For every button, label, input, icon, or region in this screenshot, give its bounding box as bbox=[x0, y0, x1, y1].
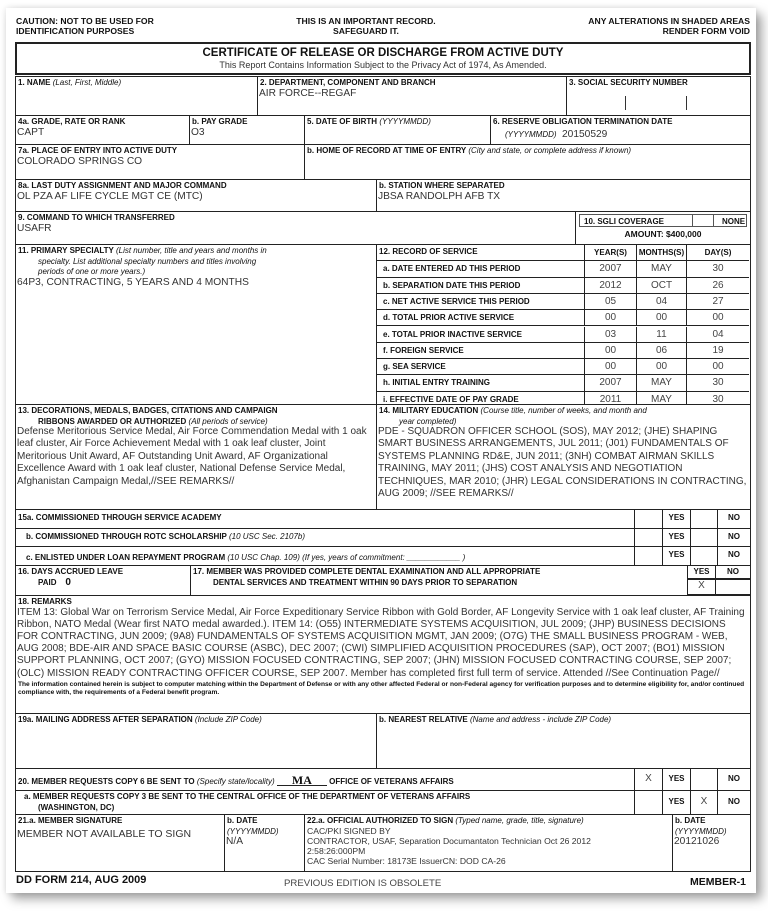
important-line-1: THIS IS AN IMPORTANT RECORD. bbox=[296, 16, 436, 26]
record-of-service-year-value[interactable]: 05 bbox=[585, 294, 637, 310]
member-date-label: b. DATE bbox=[227, 816, 258, 825]
field-5-dob[interactable] bbox=[304, 115, 491, 145]
record-of-service-month-value[interactable]: OCT bbox=[637, 278, 687, 294]
copy3-yes-checkbox[interactable] bbox=[634, 790, 663, 815]
department-value: AIR FORCE--REGAF bbox=[259, 87, 357, 99]
commission-yes-checkbox[interactable] bbox=[634, 528, 663, 547]
station-separated-value: JBSA RANDOLPH AFB TX bbox=[378, 190, 501, 202]
field-19a-mailing-address[interactable] bbox=[15, 713, 377, 769]
commission-yes-label: YES bbox=[662, 528, 691, 547]
sgli-header bbox=[579, 214, 747, 227]
sgli-amount: AMOUNT: $400,000 bbox=[624, 229, 702, 239]
caution-line-1: CAUTION: NOT TO BE USED FOR bbox=[16, 16, 154, 26]
official-signature-line-4: CAC Serial Number: 18173E IssuerCN: DOD CA-26 bbox=[307, 855, 506, 866]
decorations-value: Defense Meritorious Service Medal, Air Force Commendation Medal with 1 oak leaf cluster, Air Force Achievement Medal with 1 oak leaf cluster, Joint Meritorious Unit Award, AF Outstanding Unit Award, AF Organizational Excellence Award with 1 oak leaf cluster, National Defense Service Medal, Afghanistan Campaign Medal,//SEE REMARKS// bbox=[17, 426, 367, 487]
record-of-service-row-label: h. INITIAL ENTRY TRAINING bbox=[377, 375, 585, 391]
nearest-relative-hint: (Name and address - include ZIP Code) bbox=[469, 715, 612, 724]
record-of-service-month-value[interactable]: MAY bbox=[637, 375, 687, 391]
copy6-hint: (Specify state/locality) bbox=[196, 777, 275, 786]
record-of-service-month-value[interactable]: MAY bbox=[637, 261, 687, 277]
military-education-label: 14. MILITARY EDUCATION bbox=[379, 406, 479, 415]
decorations-hint: (All periods of service) bbox=[188, 416, 268, 426]
commission-yes-label: YES bbox=[662, 509, 691, 529]
dental-no-label: NO bbox=[727, 566, 739, 576]
caution-line-2: IDENTIFICATION PURPOSES bbox=[16, 26, 135, 36]
remarks-label: 18. REMARKS bbox=[18, 597, 72, 606]
primary-specialty-hint-2: specialty. List additional specialty numbers and titles involving bbox=[38, 256, 257, 266]
field-14-military-education[interactable] bbox=[376, 404, 751, 510]
copy6-no-label: NO bbox=[717, 768, 751, 791]
record-of-service-column-header: YEAR(S) bbox=[585, 245, 637, 261]
mailing-address-hint: (Include ZIP Code) bbox=[194, 715, 262, 724]
member-signature-label: 21.a. MEMBER SIGNATURE bbox=[18, 816, 123, 825]
copy6-suffix: OFFICE OF VETERANS AFFAIRS bbox=[329, 777, 454, 786]
edition-notice: PREVIOUS EDITION IS OBSOLETE bbox=[284, 878, 442, 889]
computer-matching-notice: The information contained herein is subject to computer matching within the Department of Defense or with any other affected Federal or non-Federal agency for verification purposes and to determine eligibility for, and/or continued compliance with, the requirements of a Federal benefit program. bbox=[18, 680, 745, 696]
commission-no-checkbox[interactable] bbox=[690, 509, 718, 529]
reserve-obligation-value: 20150529 bbox=[562, 128, 608, 140]
accrued-leave-paid-label: PAID bbox=[38, 577, 57, 587]
commission-yes-checkbox[interactable] bbox=[634, 546, 663, 566]
command-transferred-label: 9. COMMAND TO WHICH TRANSFERRED bbox=[18, 213, 175, 222]
commission-label-text: 15a. COMMISSIONED THROUGH SERVICE ACADEMY bbox=[18, 513, 222, 522]
copy6-no-checkbox[interactable] bbox=[690, 768, 718, 791]
field-20-copy-6-request bbox=[15, 768, 635, 791]
name-label: 1. NAME bbox=[18, 78, 51, 87]
field-18-remarks[interactable] bbox=[15, 595, 751, 714]
place-of-entry-value: COLORADO SPRINGS CO bbox=[17, 155, 143, 167]
field-12-record-of-service bbox=[376, 244, 751, 405]
commission-label-hint: (10 USC Sec. 2107b) bbox=[228, 532, 306, 541]
nearest-relative-label: b. NEAREST RELATIVE bbox=[379, 715, 468, 724]
copy6-label: 20. MEMBER REQUESTS COPY 6 BE SENT TO bbox=[18, 777, 195, 786]
military-education-value: PDE - SQUADRON OFFICER SCHOOL (SOS), MAY 2012; (JHE) SHAPING SMART BUSINESS ARRANGEMENTS, JUL 2011; (J01) FUNDAMENTALS OF SYSTEMS PLANNING RD&E, JUN 2011; (3NH) COMBAT AIRMAN SKILLS TRAINING, MAY 2011; (JHS) COST ANALYSIS AND NEGOTIATION TECHNIQUES, MAR 2010; (JHR) LEGAL CONSIDERATIONS IN CONTRACTING, AUG 2009; //SEE REMARKS// bbox=[378, 426, 747, 500]
sgli-none-label: NONE bbox=[722, 217, 746, 226]
mailing-address-label: 19a. MAILING ADDRESS AFTER SEPARATION bbox=[18, 715, 193, 724]
commission-row bbox=[15, 528, 635, 547]
record-of-service-month-value[interactable]: 06 bbox=[637, 343, 687, 359]
field-22a-official-signature[interactable] bbox=[304, 814, 673, 872]
commission-no-checkbox[interactable] bbox=[690, 528, 718, 547]
record-of-service-year-value[interactable]: 00 bbox=[585, 343, 637, 359]
record-of-service-row-label: a. DATE ENTERED AD THIS PERIOD bbox=[377, 261, 585, 277]
copy3-label-1: a. MEMBER REQUESTS COPY 3 BE SENT TO THE CENTRAL OFFICE OF THE DEPARTMENT OF VETERANS AFFAIRS bbox=[24, 792, 471, 801]
ssn-separator-2 bbox=[686, 96, 687, 110]
record-of-service-year-value[interactable]: 2007 bbox=[585, 375, 637, 391]
official-signature-hint: (Typed name, grade, title, signature) bbox=[455, 816, 584, 825]
copy6-state-value[interactable]: MA bbox=[277, 775, 327, 786]
record-of-service-month-value[interactable]: 00 bbox=[637, 310, 687, 326]
commission-yes-label: YES bbox=[662, 546, 691, 566]
primary-specialty-value: 64P3, CONTRACTING, 5 YEARS AND 4 MONTHS bbox=[17, 276, 249, 288]
record-of-service-column-header: MONTHS(S) bbox=[637, 245, 687, 261]
caution-notice bbox=[16, 16, 154, 36]
commission-row-label bbox=[16, 547, 634, 563]
record-of-service-month-value[interactable]: 00 bbox=[637, 359, 687, 375]
field-8b-station-separated[interactable] bbox=[376, 179, 751, 212]
field-6-reserve-obligation[interactable] bbox=[490, 115, 751, 145]
commission-no-checkbox[interactable] bbox=[690, 546, 718, 566]
primary-specialty-hint-1: (List number, title and years and months in bbox=[115, 246, 267, 255]
primary-specialty-label: 11. PRIMARY SPECIALTY bbox=[18, 246, 114, 255]
home-of-record-hint: (City and state, or complete address if known) bbox=[468, 146, 632, 155]
field-7a-place-of-entry[interactable] bbox=[15, 144, 305, 180]
decorations-label-2: RIBBONS AWARDED OR AUTHORIZED bbox=[38, 416, 187, 426]
last-duty-value: OL PZA AF LIFE CYCLE MGT CE (MTC) bbox=[17, 190, 203, 202]
record-of-service-year-value[interactable]: 00 bbox=[585, 310, 637, 326]
field-4a-grade[interactable] bbox=[15, 115, 190, 145]
record-of-service-year-value[interactable]: 03 bbox=[585, 327, 637, 343]
record-of-service-day-value[interactable]: 19 bbox=[687, 343, 749, 359]
dental-label-2: DENTAL SERVICES AND TREATMENT WITHIN 90 DAYS PRIOR TO SEPARATION bbox=[213, 577, 518, 587]
field-21b-member-date[interactable] bbox=[224, 814, 305, 872]
record-of-service-day-value[interactable]: 00 bbox=[687, 310, 749, 326]
field-9-command-transferred[interactable] bbox=[15, 211, 576, 245]
record-of-service-row-label: d. TOTAL PRIOR ACTIVE SERVICE bbox=[377, 310, 585, 326]
commission-no-label: NO bbox=[717, 509, 751, 529]
important-line-2: SAFEGUARD IT. bbox=[333, 26, 399, 36]
military-education-hint-1: (Course title, number of weeks, and month and bbox=[480, 406, 647, 415]
alterations-notice bbox=[588, 16, 750, 36]
commission-no-label: NO bbox=[717, 528, 751, 547]
important-record-notice bbox=[256, 16, 476, 36]
field-7b-home-of-record[interactable] bbox=[304, 144, 751, 180]
record-of-service-year-value[interactable]: 2011 bbox=[585, 392, 637, 405]
field-16-days-accrued-leave[interactable] bbox=[15, 565, 191, 596]
ssn-label: 3. SOCIAL SECURITY NUMBER bbox=[569, 78, 688, 87]
record-of-service-column-header: DAY(S) bbox=[687, 245, 749, 261]
official-date-hint: (YYYYMMDD) bbox=[675, 826, 727, 836]
record-of-service-day-value[interactable]: 26 bbox=[687, 278, 749, 294]
official-signature-label: 22.a. OFFICIAL AUTHORIZED TO SIGN bbox=[307, 816, 454, 825]
commission-row-label bbox=[16, 529, 634, 542]
copy3-no-checkbox[interactable]: X bbox=[690, 790, 718, 815]
reserve-obligation-hint: (YYYYMMDD) bbox=[505, 129, 557, 139]
dd214-form-page bbox=[6, 8, 756, 893]
home-of-record-label: b. HOME OF RECORD AT TIME OF ENTRY bbox=[307, 146, 467, 155]
official-signature-line-1: CAC/PKI SIGNED BY bbox=[307, 825, 391, 836]
field-21a-member-signature[interactable] bbox=[15, 814, 225, 872]
sgli-none-checkbox[interactable] bbox=[692, 215, 714, 226]
record-of-service-day-value[interactable]: 30 bbox=[712, 393, 724, 405]
reserve-obligation-label: 6. RESERVE OBLIGATION TERMINATION DATE bbox=[493, 117, 673, 126]
copy-designation: MEMBER-1 bbox=[689, 876, 746, 888]
station-separated-label: b. STATION WHERE SEPARATED bbox=[379, 181, 505, 190]
commission-no-label: NO bbox=[717, 546, 751, 566]
copy3-label-2: (WASHINGTON, DC) bbox=[38, 802, 115, 812]
pay-grade-label: b. PAY GRADE bbox=[192, 117, 248, 126]
record-of-service-year-value[interactable]: 2007 bbox=[585, 261, 637, 277]
record-of-service-year-value[interactable]: 00 bbox=[585, 359, 637, 375]
record-of-service-year-value[interactable]: 2012 bbox=[585, 278, 637, 294]
member-signature-value: MEMBER NOT AVAILABLE TO SIGN bbox=[17, 827, 192, 840]
commission-label-hint: (10 USC Chap. 109) (If yes, years of commitment: ____________ ) bbox=[227, 553, 466, 562]
copy6-yes-checkbox[interactable]: X bbox=[634, 768, 663, 791]
field-19b-nearest-relative[interactable] bbox=[376, 713, 751, 769]
pay-grade-value: O3 bbox=[191, 126, 205, 138]
field-11-primary-specialty[interactable] bbox=[15, 244, 377, 405]
grade-value: CAPT bbox=[17, 126, 45, 138]
official-signature-line-2: CONTRACTOR, USAF, Separation Documantaton Technician Oct 26 2012 bbox=[307, 835, 591, 846]
privacy-act-subtitle: This Report Contains Information Subject to the Privacy Act of 1974, As Amended. bbox=[219, 60, 547, 70]
last-duty-label: 8a. LAST DUTY ASSIGNMENT AND MAJOR COMMAND bbox=[18, 181, 227, 190]
copy6-yes-label: YES bbox=[662, 768, 691, 791]
dob-hint: (YYYYMMDD) bbox=[379, 117, 431, 126]
record-of-service-day-value[interactable]: 04 bbox=[687, 327, 749, 343]
copy3-yes-label: YES bbox=[662, 790, 691, 815]
copy3-no-label: NO bbox=[717, 790, 751, 815]
field-4b-pay-grade[interactable] bbox=[189, 115, 305, 145]
record-of-service-day-value[interactable]: 27 bbox=[687, 294, 749, 310]
commission-label-text: c. ENLISTED UNDER LOAN REPAYMENT PROGRAM bbox=[26, 553, 226, 562]
record-of-service-row-label: i. EFFECTIVE DATE OF PAY GRADE bbox=[377, 392, 585, 405]
department-label: 2. DEPARTMENT, COMPONENT AND BRANCH bbox=[260, 78, 436, 87]
record-of-service-row-label: c. NET ACTIVE SERVICE THIS PERIOD bbox=[377, 294, 585, 310]
dental-yes-label: YES bbox=[693, 566, 710, 576]
dob-label: 5. DATE OF BIRTH bbox=[307, 117, 378, 126]
commission-row bbox=[15, 509, 635, 529]
accrued-leave-paid-value: 0 bbox=[65, 576, 71, 588]
form-title: CERTIFICATE OF RELEASE OR DISCHARGE FROM ACTIVE DUTY bbox=[202, 47, 564, 59]
command-transferred-value: USAFR bbox=[17, 222, 52, 234]
name-hint: (Last, First, Middle) bbox=[52, 78, 122, 87]
field-22b-official-date[interactable] bbox=[672, 814, 751, 872]
record-of-service-month-value[interactable]: 11 bbox=[637, 327, 687, 343]
record-of-service-day-value[interactable]: 30 bbox=[687, 375, 749, 391]
commission-label-text: b. COMMISSIONED THROUGH ROTC SCHOLARSHIP bbox=[26, 532, 227, 541]
accrued-leave-label: 16. DAYS ACCRUED LEAVE bbox=[18, 567, 124, 576]
official-signature-line-3: 2:58:26:000PM bbox=[307, 845, 366, 856]
dental-yes-checkbox[interactable]: X bbox=[687, 578, 716, 595]
place-of-entry-label: 7a. PLACE OF ENTRY INTO ACTIVE DUTY bbox=[18, 146, 178, 155]
field-10-sgli bbox=[575, 211, 751, 245]
commission-yes-checkbox[interactable] bbox=[634, 509, 663, 529]
record-of-service-day-value[interactable]: 00 bbox=[687, 359, 749, 375]
form-id: DD FORM 214, AUG 2009 bbox=[16, 874, 147, 886]
alterations-line-1: ANY ALTERATIONS IN SHADED AREAS bbox=[588, 16, 750, 26]
field-1-name[interactable] bbox=[15, 76, 258, 116]
commission-row bbox=[15, 546, 635, 566]
record-of-service-day-value[interactable]: 30 bbox=[687, 261, 749, 277]
alterations-line-2: RENDER FORM VOID bbox=[662, 26, 750, 36]
official-date-label: b. DATE bbox=[675, 816, 706, 825]
record-of-service-row-label: b. SEPARATION DATE THIS PERIOD bbox=[377, 278, 585, 294]
military-education-hint-2: year completed) bbox=[399, 416, 457, 426]
remarks-value: ITEM 13: Global War on Terrorism Service Medal, Air Force Expeditionary Service Ribbon with Gold Border, AF Longevity Service with 1 oak leaf cluster, AF Training Ribbon, NATO Medal (Wear first NATO medal awarded.). ITEM 14: (O55) INTERMEDIATE SYSTEMS ACQUISITION, JUL 2009; (JHP) BUSINESS DECISIONS FOR CONTRACTING, JUN 2009; (9A8) FUNDAMENTALS OF SYSTEMS ACQUISITION MGMT, JAN 2009; (O7G) THE SMALL BUSINESS PROGRAM - WEB, AUG 2008; BDE-AIR AND SPACE BASIC COURSE (ASBC), DEC 2007; (CWI) SIMPLIFIED ACQUISITION PROCEDURES (SAP), OCT 2007; (BO1) MISSION SUPPORT PLANNING, OCT 2007; (GYO) MISSION FOCUSED CONTRACTING, SEP 2007; (JHN) MISSION FOCUSED CONTRACTING COURSE, SEP 2007; (OLC) MISSION READY CONTRACTING OFFICER COURSE, SEP 2007. Member has completed first full term of service. Attended //See Continuation Page// bbox=[17, 606, 745, 679]
primary-specialty-hint-3: periods of one or more years.) bbox=[38, 267, 146, 276]
sgli-label: 10. SGLI COVERAGE bbox=[584, 217, 665, 226]
field-17-dental-exam bbox=[190, 565, 751, 596]
record-of-service-month-value[interactable]: 04 bbox=[637, 294, 687, 310]
field-2-department[interactable] bbox=[257, 76, 567, 116]
decorations-label-1: 13. DECORATIONS, MEDALS, BADGES, CITATIONS AND CAMPAIGN bbox=[18, 406, 278, 415]
field-3-ssn[interactable] bbox=[566, 76, 751, 116]
record-of-service-month-value[interactable]: MAY bbox=[637, 392, 687, 405]
form-title-block bbox=[15, 42, 751, 75]
official-date-value: 20121026 bbox=[674, 836, 720, 847]
field-8a-last-duty[interactable] bbox=[15, 179, 377, 212]
ssn-separator-1 bbox=[625, 96, 626, 110]
record-of-service-title: 12. RECORD OF SERVICE bbox=[377, 245, 585, 261]
member-date-value: N/A bbox=[226, 836, 243, 847]
field-13-decorations[interactable] bbox=[15, 404, 377, 510]
commission-row-label bbox=[16, 510, 634, 523]
dental-label-1: 17. MEMBER WAS PROVIDED COMPLETE DENTAL EXAMINATION AND ALL APPROPRIATE bbox=[193, 567, 541, 576]
grade-label: 4a. GRADE, RATE OR RANK bbox=[18, 117, 126, 126]
record-of-service-row-label: e. TOTAL PRIOR INACTIVE SERVICE bbox=[377, 327, 585, 343]
dental-no-checkbox[interactable] bbox=[715, 578, 751, 595]
member-date-hint: (YYYYMMDD) bbox=[227, 826, 279, 836]
record-of-service-row-label: f. FOREIGN SERVICE bbox=[377, 343, 585, 359]
record-of-service-row-label: g. SEA SERVICE bbox=[377, 359, 585, 375]
field-20a-copy-3-request bbox=[15, 790, 635, 815]
